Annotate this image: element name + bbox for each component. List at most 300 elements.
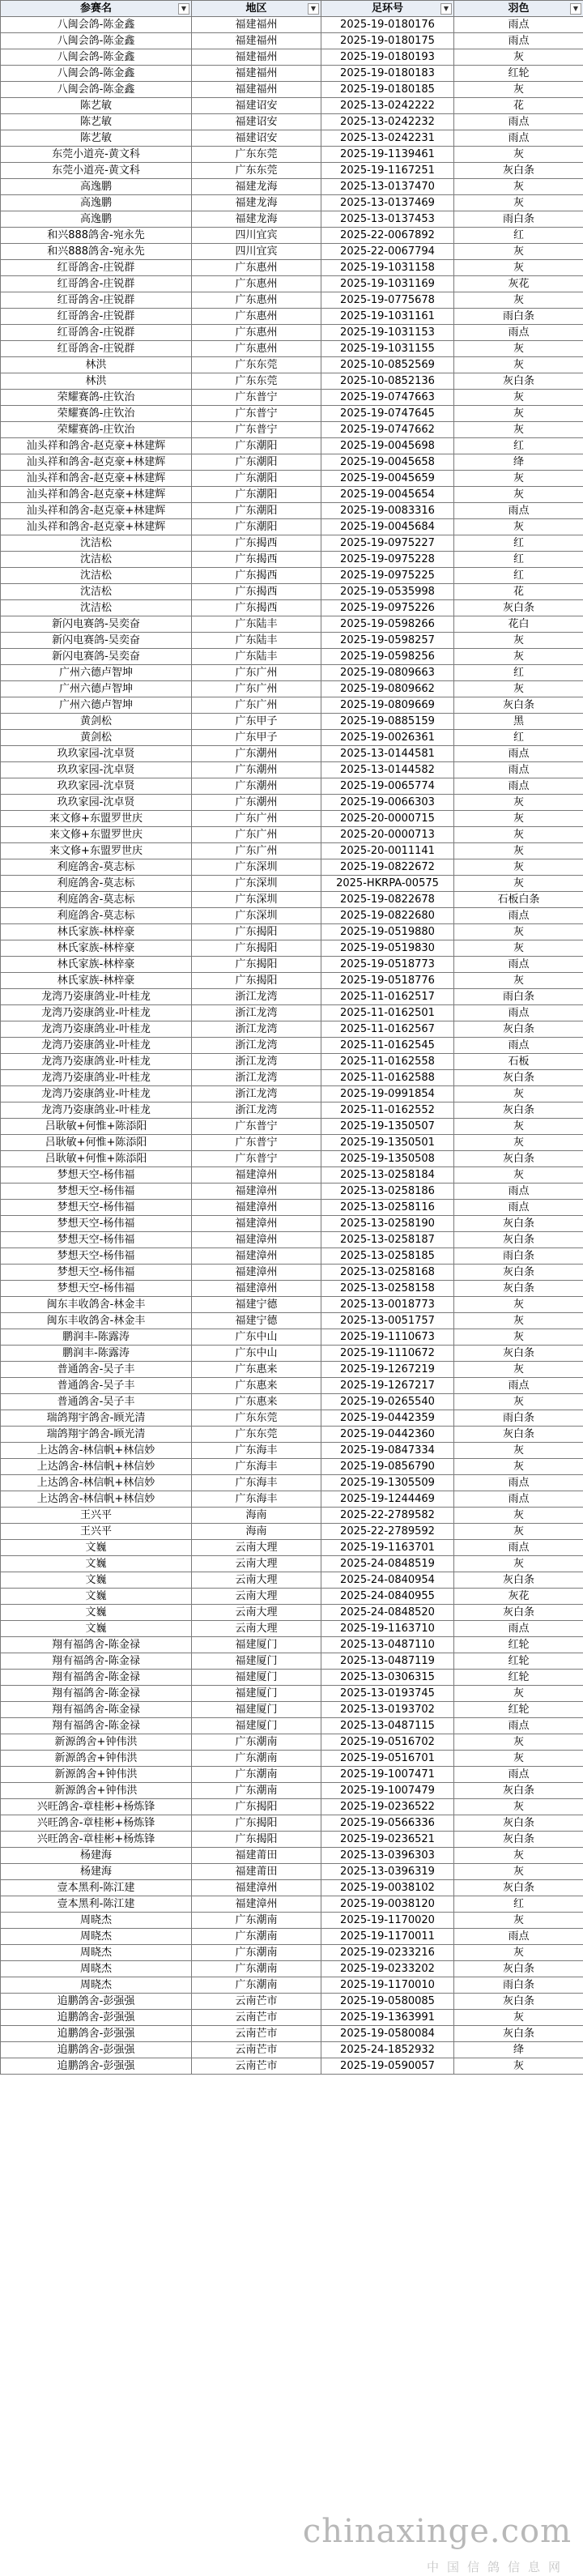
cell-region[interactable]: 广东潮州 bbox=[192, 778, 321, 795]
cell-region[interactable]: 浙江龙湾 bbox=[192, 1054, 321, 1070]
cell-ring-number[interactable]: 2025-13-0487110 bbox=[321, 1637, 454, 1653]
cell-feather-color[interactable]: 红轮 bbox=[454, 66, 583, 82]
cell-region[interactable]: 福建漳州 bbox=[192, 1248, 321, 1265]
cell-ring-number[interactable]: 2025-19-0045658 bbox=[321, 454, 454, 471]
cell-entrant-name[interactable]: 新闪电赛鸽-吴奕奋 bbox=[1, 633, 192, 649]
cell-feather-color[interactable]: 灰白条 bbox=[454, 1815, 583, 1832]
cell-region[interactable]: 浙江龙湾 bbox=[192, 1005, 321, 1021]
cell-entrant-name[interactable]: 梦想天空-杨伟福 bbox=[1, 1167, 192, 1184]
cell-ring-number[interactable]: 2025-19-0580085 bbox=[321, 1994, 454, 2010]
cell-entrant-name[interactable]: 吕耿敏+何惟+陈添阳 bbox=[1, 1151, 192, 1167]
cell-region[interactable]: 福建诏安 bbox=[192, 114, 321, 130]
dropdown-arrow-icon[interactable]: ▼ bbox=[178, 3, 189, 15]
cell-entrant-name[interactable]: 龙湾乃姿康鸽业-叶桂龙 bbox=[1, 1086, 192, 1102]
cell-ring-number[interactable]: 2025-10-0852569 bbox=[321, 357, 454, 373]
cell-feather-color[interactable]: 灰白条 bbox=[454, 163, 583, 179]
cell-feather-color[interactable]: 灰 bbox=[454, 82, 583, 98]
cell-ring-number[interactable]: 2025-19-0598266 bbox=[321, 616, 454, 633]
cell-ring-number[interactable]: 2025-19-1350501 bbox=[321, 1135, 454, 1151]
cell-region[interactable]: 福建龙海 bbox=[192, 211, 321, 228]
cell-region[interactable]: 广东揭阳 bbox=[192, 957, 321, 973]
cell-entrant-name[interactable]: 沈洁松 bbox=[1, 535, 192, 552]
cell-entrant-name[interactable]: 新源鸽舍+钟伟洪 bbox=[1, 1783, 192, 1799]
cell-entrant-name[interactable]: 龙湾乃姿康鸽业-叶桂龙 bbox=[1, 989, 192, 1005]
cell-entrant-name[interactable]: 沈洁松 bbox=[1, 568, 192, 584]
cell-region[interactable]: 福建厦门 bbox=[192, 1718, 321, 1734]
cell-feather-color[interactable]: 雨点 bbox=[454, 908, 583, 924]
cell-ring-number[interactable]: 2025-19-0598256 bbox=[321, 649, 454, 665]
cell-feather-color[interactable]: 雨白条 bbox=[454, 1410, 583, 1427]
cell-feather-color[interactable]: 灰 bbox=[454, 195, 583, 211]
cell-feather-color[interactable]: 灰 bbox=[454, 390, 583, 406]
cell-ring-number[interactable]: 2025-19-0180183 bbox=[321, 66, 454, 82]
cell-feather-color[interactable]: 灰 bbox=[454, 1329, 583, 1346]
cell-entrant-name[interactable]: 周晓杰 bbox=[1, 1929, 192, 1945]
cell-entrant-name[interactable]: 翔有福鸽舍-陈金禄 bbox=[1, 1702, 192, 1718]
cell-feather-color[interactable]: 花 bbox=[454, 98, 583, 114]
column-header-region[interactable] bbox=[192, 1, 321, 17]
cell-feather-color[interactable]: 雨点 bbox=[454, 1718, 583, 1734]
cell-feather-color[interactable]: 灰白条 bbox=[454, 1572, 583, 1589]
cell-region[interactable]: 广东揭阳 bbox=[192, 924, 321, 940]
cell-ring-number[interactable]: 2025-13-0144582 bbox=[321, 762, 454, 778]
cell-ring-number[interactable]: 2025-13-0258190 bbox=[321, 1216, 454, 1232]
cell-entrant-name[interactable]: 八闽会鸽-陈金鑫 bbox=[1, 33, 192, 49]
cell-region[interactable]: 广东惠州 bbox=[192, 260, 321, 276]
cell-entrant-name[interactable]: 红哥鸽舍-庄锐群 bbox=[1, 341, 192, 357]
cell-region[interactable]: 福建福州 bbox=[192, 66, 321, 82]
cell-ring-number[interactable]: 2025-13-0193702 bbox=[321, 1702, 454, 1718]
cell-ring-number[interactable]: 2025-19-0822672 bbox=[321, 859, 454, 876]
cell-ring-number[interactable]: 2025-19-0822678 bbox=[321, 892, 454, 908]
cell-ring-number[interactable]: 2025-13-0144581 bbox=[321, 746, 454, 762]
cell-region[interactable]: 广东揭西 bbox=[192, 600, 321, 616]
cell-ring-number[interactable]: 2025-24-0848520 bbox=[321, 1605, 454, 1621]
cell-region[interactable]: 广东惠州 bbox=[192, 325, 321, 341]
cell-entrant-name[interactable]: 陈艺敏 bbox=[1, 114, 192, 130]
cell-entrant-name[interactable]: 上达鸽舍-林信帆+林信妙 bbox=[1, 1475, 192, 1491]
cell-entrant-name[interactable]: 高逸鹏 bbox=[1, 195, 192, 211]
cell-entrant-name[interactable]: 汕头祥和鸽舍-赵克豪+林建辉 bbox=[1, 487, 192, 503]
cell-ring-number[interactable]: 2025-13-0258168 bbox=[321, 1265, 454, 1281]
cell-feather-color[interactable]: 灰 bbox=[454, 1945, 583, 1961]
cell-region[interactable]: 广东东莞 bbox=[192, 1410, 321, 1427]
cell-feather-color[interactable]: 灰 bbox=[454, 2058, 583, 2075]
cell-ring-number[interactable]: 2025-13-0242222 bbox=[321, 98, 454, 114]
cell-ring-number[interactable]: 2025-19-1267219 bbox=[321, 1362, 454, 1378]
cell-entrant-name[interactable]: 红哥鸽舍-庄锐群 bbox=[1, 309, 192, 325]
cell-entrant-name[interactable]: 普通鸽舍-吴子丰 bbox=[1, 1362, 192, 1378]
cell-feather-color[interactable]: 灰白条 bbox=[454, 1151, 583, 1167]
cell-entrant-name[interactable]: 新源鸽舍+钟伟洪 bbox=[1, 1767, 192, 1783]
cell-feather-color[interactable]: 灰 bbox=[454, 811, 583, 827]
cell-ring-number[interactable]: 2025-19-0809663 bbox=[321, 665, 454, 681]
cell-entrant-name[interactable]: 壹本黑利-陈江建 bbox=[1, 1896, 192, 1913]
cell-entrant-name[interactable]: 文巍 bbox=[1, 1572, 192, 1589]
cell-ring-number[interactable]: 2025-13-0137469 bbox=[321, 195, 454, 211]
cell-region[interactable]: 广东东莞 bbox=[192, 147, 321, 163]
cell-entrant-name[interactable]: 新源鸽舍+钟伟洪 bbox=[1, 1751, 192, 1767]
cell-region[interactable]: 广东深圳 bbox=[192, 908, 321, 924]
cell-region[interactable]: 广东东莞 bbox=[192, 163, 321, 179]
cell-feather-color[interactable]: 灰花 bbox=[454, 1589, 583, 1605]
cell-entrant-name[interactable]: 龙湾乃姿康鸽业-叶桂龙 bbox=[1, 1021, 192, 1038]
cell-ring-number[interactable]: 2025-13-0193745 bbox=[321, 1686, 454, 1702]
cell-ring-number[interactable]: 2025-11-0162558 bbox=[321, 1054, 454, 1070]
cell-feather-color[interactable]: 灰 bbox=[454, 827, 583, 843]
cell-region[interactable]: 广东东莞 bbox=[192, 357, 321, 373]
cell-entrant-name[interactable]: 林氏家族-林梓豪 bbox=[1, 957, 192, 973]
cell-entrant-name[interactable]: 利庭鸽舍-莫志标 bbox=[1, 892, 192, 908]
cell-entrant-name[interactable]: 文巍 bbox=[1, 1589, 192, 1605]
cell-region[interactable]: 广东普宁 bbox=[192, 406, 321, 422]
cell-feather-color[interactable]: 红 bbox=[454, 665, 583, 681]
cell-entrant-name[interactable]: 龙湾乃姿康鸽业-叶桂龙 bbox=[1, 1070, 192, 1086]
cell-feather-color[interactable]: 雨点 bbox=[454, 762, 583, 778]
cell-ring-number[interactable]: 2025-19-0180185 bbox=[321, 82, 454, 98]
cell-region[interactable]: 广东广州 bbox=[192, 681, 321, 697]
cell-feather-color[interactable]: 雨点 bbox=[454, 1184, 583, 1200]
cell-region[interactable]: 云南芒市 bbox=[192, 2058, 321, 2075]
cell-region[interactable]: 广东惠州 bbox=[192, 309, 321, 325]
cell-ring-number[interactable]: 2025-24-0848519 bbox=[321, 1556, 454, 1572]
cell-region[interactable]: 海南 bbox=[192, 1508, 321, 1524]
cell-ring-number[interactable]: 2025-19-0519880 bbox=[321, 924, 454, 940]
cell-entrant-name[interactable]: 追鹏鸽舍-彭强强 bbox=[1, 2026, 192, 2042]
cell-feather-color[interactable]: 雨点 bbox=[454, 17, 583, 33]
cell-ring-number[interactable]: 2025-13-0487119 bbox=[321, 1653, 454, 1670]
cell-entrant-name[interactable]: 龙湾乃姿康鸽业-叶桂龙 bbox=[1, 1054, 192, 1070]
cell-entrant-name[interactable]: 周晓杰 bbox=[1, 1977, 192, 1994]
cell-ring-number[interactable]: 2025-19-1031161 bbox=[321, 309, 454, 325]
cell-region[interactable]: 广东中山 bbox=[192, 1346, 321, 1362]
cell-ring-number[interactable]: 2025-19-0066303 bbox=[321, 795, 454, 811]
cell-entrant-name[interactable]: 杨建海 bbox=[1, 1864, 192, 1880]
cell-ring-number[interactable]: 2025-13-0137453 bbox=[321, 211, 454, 228]
cell-ring-number[interactable]: 2025-19-0822680 bbox=[321, 908, 454, 924]
cell-feather-color[interactable]: 雨点 bbox=[454, 1929, 583, 1945]
cell-feather-color[interactable]: 灰白条 bbox=[454, 1232, 583, 1248]
cell-region[interactable]: 广东潮南 bbox=[192, 1751, 321, 1767]
cell-region[interactable]: 广东普宁 bbox=[192, 422, 321, 438]
cell-ring-number[interactable]: 2025-24-0840955 bbox=[321, 1589, 454, 1605]
cell-feather-color[interactable]: 灰 bbox=[454, 973, 583, 989]
cell-feather-color[interactable]: 灰 bbox=[454, 406, 583, 422]
cell-feather-color[interactable]: 红 bbox=[454, 552, 583, 568]
cell-ring-number[interactable]: 2025-19-0518773 bbox=[321, 957, 454, 973]
cell-region[interactable]: 广东普宁 bbox=[192, 1135, 321, 1151]
cell-entrant-name[interactable]: 新闪电赛鸽-吴奕奋 bbox=[1, 649, 192, 665]
cell-region[interactable]: 广东揭阳 bbox=[192, 940, 321, 957]
cell-region[interactable]: 广东海丰 bbox=[192, 1443, 321, 1459]
cell-feather-color[interactable]: 灰 bbox=[454, 1443, 583, 1459]
cell-feather-color[interactable]: 灰 bbox=[454, 1686, 583, 1702]
cell-ring-number[interactable]: 2025-19-1031158 bbox=[321, 260, 454, 276]
cell-entrant-name[interactable]: 鹏润丰-陈露涛 bbox=[1, 1329, 192, 1346]
cell-entrant-name[interactable]: 来文修+东盟罗世庆 bbox=[1, 811, 192, 827]
cell-feather-color[interactable]: 灰白条 bbox=[454, 1427, 583, 1443]
cell-feather-color[interactable]: 灰白条 bbox=[454, 600, 583, 616]
cell-entrant-name[interactable]: 红哥鸽舍-庄锐群 bbox=[1, 292, 192, 309]
cell-entrant-name[interactable]: 兴旺鸽舍-章桂彬+杨炼锋 bbox=[1, 1799, 192, 1815]
cell-entrant-name[interactable]: 玖玖家园-沈卓贤 bbox=[1, 778, 192, 795]
cell-feather-color[interactable]: 灰花 bbox=[454, 276, 583, 292]
cell-entrant-name[interactable]: 新闪电赛鸽-吴奕奋 bbox=[1, 616, 192, 633]
cell-feather-color[interactable]: 红轮 bbox=[454, 1670, 583, 1686]
cell-ring-number[interactable]: 2025-19-0519830 bbox=[321, 940, 454, 957]
cell-region[interactable]: 广东惠来 bbox=[192, 1394, 321, 1410]
cell-ring-number[interactable]: 2025-13-0258185 bbox=[321, 1248, 454, 1265]
cell-feather-color[interactable]: 灰 bbox=[454, 843, 583, 859]
cell-feather-color[interactable]: 绛 bbox=[454, 454, 583, 471]
cell-entrant-name[interactable]: 汕头祥和鸽舍-赵克豪+林建辉 bbox=[1, 454, 192, 471]
cell-region[interactable]: 广东广州 bbox=[192, 697, 321, 714]
cell-region[interactable]: 福建漳州 bbox=[192, 1281, 321, 1297]
cell-feather-color[interactable]: 灰 bbox=[454, 49, 583, 66]
cell-region[interactable]: 云南大理 bbox=[192, 1621, 321, 1637]
cell-region[interactable]: 浙江龙湾 bbox=[192, 1070, 321, 1086]
cell-region[interactable]: 广东东莞 bbox=[192, 373, 321, 390]
cell-ring-number[interactable]: 2025-19-0847334 bbox=[321, 1443, 454, 1459]
cell-entrant-name[interactable]: 龙湾乃姿康鸽业-叶桂龙 bbox=[1, 1005, 192, 1021]
cell-feather-color[interactable]: 雨点 bbox=[454, 130, 583, 147]
cell-feather-color[interactable]: 灰白条 bbox=[454, 2026, 583, 2042]
column-header-feather-color[interactable] bbox=[454, 1, 583, 17]
cell-entrant-name[interactable]: 沈洁松 bbox=[1, 552, 192, 568]
cell-entrant-name[interactable]: 陈艺敏 bbox=[1, 98, 192, 114]
cell-feather-color[interactable]: 花白 bbox=[454, 616, 583, 633]
cell-feather-color[interactable]: 灰 bbox=[454, 1508, 583, 1524]
cell-ring-number[interactable]: 2025-19-1350508 bbox=[321, 1151, 454, 1167]
cell-ring-number[interactable]: 2025-13-0242232 bbox=[321, 114, 454, 130]
cell-feather-color[interactable]: 红 bbox=[454, 730, 583, 746]
cell-feather-color[interactable]: 灰白条 bbox=[454, 1783, 583, 1799]
cell-entrant-name[interactable]: 玖玖家园-沈卓贤 bbox=[1, 746, 192, 762]
column-header-ring-number[interactable] bbox=[321, 1, 454, 17]
cell-entrant-name[interactable]: 广州六德卢智坤 bbox=[1, 665, 192, 681]
cell-feather-color[interactable]: 灰 bbox=[454, 1524, 583, 1540]
cell-region[interactable]: 广东潮阳 bbox=[192, 454, 321, 471]
cell-feather-color[interactable]: 红轮 bbox=[454, 1702, 583, 1718]
cell-feather-color[interactable]: 灰 bbox=[454, 147, 583, 163]
cell-ring-number[interactable]: 2025-19-0747645 bbox=[321, 406, 454, 422]
cell-feather-color[interactable]: 灰白条 bbox=[454, 1961, 583, 1977]
cell-entrant-name[interactable]: 八闽会鸽-陈金鑫 bbox=[1, 49, 192, 66]
cell-feather-color[interactable]: 石板 bbox=[454, 1054, 583, 1070]
cell-region[interactable]: 福建漳州 bbox=[192, 1200, 321, 1216]
cell-ring-number[interactable]: 2025-24-1852932 bbox=[321, 2042, 454, 2058]
cell-region[interactable]: 四川宜宾 bbox=[192, 228, 321, 244]
cell-feather-color[interactable]: 灰 bbox=[454, 260, 583, 276]
cell-region[interactable]: 浙江龙湾 bbox=[192, 1038, 321, 1054]
cell-ring-number[interactable]: 2025-13-0258186 bbox=[321, 1184, 454, 1200]
cell-region[interactable]: 广东潮阳 bbox=[192, 487, 321, 503]
cell-entrant-name[interactable]: 林氏家族-林梓豪 bbox=[1, 973, 192, 989]
cell-entrant-name[interactable]: 追鹏鸽舍-彭强强 bbox=[1, 1994, 192, 2010]
cell-ring-number[interactable]: 2025-19-1110672 bbox=[321, 1346, 454, 1362]
cell-entrant-name[interactable]: 翔有福鸽舍-陈金禄 bbox=[1, 1653, 192, 1670]
cell-ring-number[interactable]: 2025-19-0236522 bbox=[321, 1799, 454, 1815]
cell-entrant-name[interactable]: 东莞小道亮-黄文科 bbox=[1, 163, 192, 179]
cell-ring-number[interactable]: 2025-19-0975228 bbox=[321, 552, 454, 568]
cell-entrant-name[interactable]: 龙湾乃姿康鸽业-叶桂龙 bbox=[1, 1038, 192, 1054]
cell-entrant-name[interactable]: 王兴平 bbox=[1, 1508, 192, 1524]
cell-feather-color[interactable]: 灰白条 bbox=[454, 1832, 583, 1848]
cell-feather-color[interactable]: 雨点 bbox=[454, 957, 583, 973]
cell-region[interactable]: 广东潮南 bbox=[192, 1767, 321, 1783]
cell-feather-color[interactable]: 灰白条 bbox=[454, 1216, 583, 1232]
cell-ring-number[interactable]: 2025-19-1031155 bbox=[321, 341, 454, 357]
cell-region[interactable]: 广东揭西 bbox=[192, 584, 321, 600]
cell-region[interactable]: 广东潮阳 bbox=[192, 519, 321, 535]
cell-region[interactable]: 广东揭阳 bbox=[192, 1799, 321, 1815]
cell-feather-color[interactable]: 黑 bbox=[454, 714, 583, 730]
cell-feather-color[interactable]: 红 bbox=[454, 228, 583, 244]
cell-region[interactable]: 广东潮南 bbox=[192, 1977, 321, 1994]
cell-ring-number[interactable]: 2025-13-0258116 bbox=[321, 1200, 454, 1216]
cell-ring-number[interactable]: 2025-24-0840954 bbox=[321, 1572, 454, 1589]
cell-region[interactable]: 广东中山 bbox=[192, 1329, 321, 1346]
cell-feather-color[interactable]: 雨点 bbox=[454, 1540, 583, 1556]
cell-ring-number[interactable]: 2025-19-0045698 bbox=[321, 438, 454, 454]
cell-region[interactable]: 福建漳州 bbox=[192, 1880, 321, 1896]
cell-ring-number[interactable]: 2025-19-0045684 bbox=[321, 519, 454, 535]
cell-ring-number[interactable]: 2025-19-1163710 bbox=[321, 1621, 454, 1637]
cell-feather-color[interactable]: 灰白条 bbox=[454, 1265, 583, 1281]
cell-region[interactable]: 广东甲子 bbox=[192, 714, 321, 730]
cell-region[interactable]: 广东潮南 bbox=[192, 1913, 321, 1929]
cell-ring-number[interactable]: 2025-19-0233216 bbox=[321, 1945, 454, 1961]
cell-ring-number[interactable]: 2025-11-0162588 bbox=[321, 1070, 454, 1086]
cell-entrant-name[interactable]: 翔有福鸽舍-陈金禄 bbox=[1, 1686, 192, 1702]
cell-ring-number[interactable]: 2025-19-1031153 bbox=[321, 325, 454, 341]
cell-entrant-name[interactable]: 闽东丰收鸽舍-林金丰 bbox=[1, 1313, 192, 1329]
cell-region[interactable]: 福建漳州 bbox=[192, 1896, 321, 1913]
cell-entrant-name[interactable]: 追鹏鸽舍-彭强强 bbox=[1, 2058, 192, 2075]
cell-ring-number[interactable]: 2025-19-1110673 bbox=[321, 1329, 454, 1346]
cell-region[interactable]: 福建福州 bbox=[192, 33, 321, 49]
cell-ring-number[interactable]: 2025-19-0856790 bbox=[321, 1459, 454, 1475]
cell-entrant-name[interactable]: 汕头祥和鸽舍-赵克豪+林建辉 bbox=[1, 438, 192, 454]
cell-entrant-name[interactable]: 周晓杰 bbox=[1, 1945, 192, 1961]
cell-feather-color[interactable]: 雨白条 bbox=[454, 989, 583, 1005]
cell-ring-number[interactable]: 2025-20-0011141 bbox=[321, 843, 454, 859]
cell-entrant-name[interactable]: 闽东丰收鸽舍-林金丰 bbox=[1, 1297, 192, 1313]
cell-feather-color[interactable]: 灰白条 bbox=[454, 1281, 583, 1297]
cell-ring-number[interactable]: 2025-19-0233202 bbox=[321, 1961, 454, 1977]
cell-feather-color[interactable]: 雨点 bbox=[454, 33, 583, 49]
cell-region[interactable]: 云南大理 bbox=[192, 1556, 321, 1572]
cell-region[interactable]: 福建漳州 bbox=[192, 1265, 321, 1281]
cell-ring-number[interactable]: 2025-19-0045654 bbox=[321, 487, 454, 503]
cell-region[interactable]: 海南 bbox=[192, 1524, 321, 1540]
cell-entrant-name[interactable]: 红哥鸽舍-庄锐群 bbox=[1, 325, 192, 341]
cell-ring-number[interactable]: 2025-19-0991854 bbox=[321, 1086, 454, 1102]
cell-region[interactable]: 广东潮州 bbox=[192, 795, 321, 811]
cell-ring-number[interactable]: 2025-19-1163701 bbox=[321, 1540, 454, 1556]
cell-entrant-name[interactable]: 荣耀赛鸽-庄钦治 bbox=[1, 422, 192, 438]
cell-region[interactable]: 福建漳州 bbox=[192, 1167, 321, 1184]
cell-ring-number[interactable]: 2025-11-0162567 bbox=[321, 1021, 454, 1038]
cell-ring-number[interactable]: 2025-19-0809669 bbox=[321, 697, 454, 714]
cell-entrant-name[interactable]: 翔有福鸽舍-陈金禄 bbox=[1, 1637, 192, 1653]
cell-region[interactable]: 广东深圳 bbox=[192, 859, 321, 876]
dropdown-arrow-icon[interactable]: ▼ bbox=[440, 3, 452, 15]
cell-region[interactable]: 福建福州 bbox=[192, 49, 321, 66]
cell-region[interactable]: 广东广州 bbox=[192, 843, 321, 859]
cell-region[interactable]: 云南芒市 bbox=[192, 1994, 321, 2010]
cell-region[interactable]: 福建龙海 bbox=[192, 195, 321, 211]
cell-ring-number[interactable]: 2025-22-2789582 bbox=[321, 1508, 454, 1524]
cell-ring-number[interactable]: 2025-19-0775678 bbox=[321, 292, 454, 309]
cell-feather-color[interactable]: 灰 bbox=[454, 519, 583, 535]
cell-region[interactable]: 广东惠来 bbox=[192, 1362, 321, 1378]
cell-region[interactable]: 福建漳州 bbox=[192, 1184, 321, 1200]
cell-entrant-name[interactable]: 上达鸽舍-林信帆+林信妙 bbox=[1, 1491, 192, 1508]
cell-feather-color[interactable]: 灰 bbox=[454, 1394, 583, 1410]
cell-feather-color[interactable]: 雨点 bbox=[454, 1378, 583, 1394]
cell-ring-number[interactable]: 2025-19-0180175 bbox=[321, 33, 454, 49]
cell-region[interactable]: 广东揭阳 bbox=[192, 1832, 321, 1848]
cell-region[interactable]: 浙江龙湾 bbox=[192, 1086, 321, 1102]
cell-ring-number[interactable]: 2025-22-0067794 bbox=[321, 244, 454, 260]
cell-feather-color[interactable]: 雨点 bbox=[454, 1767, 583, 1783]
cell-region[interactable]: 广东潮南 bbox=[192, 1945, 321, 1961]
cell-region[interactable]: 广东普宁 bbox=[192, 1151, 321, 1167]
cell-ring-number[interactable]: 2025-11-0162545 bbox=[321, 1038, 454, 1054]
cell-feather-color[interactable]: 灰 bbox=[454, 1848, 583, 1864]
cell-ring-number[interactable]: 2025-19-1170010 bbox=[321, 1977, 454, 1994]
cell-feather-color[interactable]: 花 bbox=[454, 584, 583, 600]
cell-feather-color[interactable]: 红 bbox=[454, 568, 583, 584]
cell-region[interactable]: 云南大理 bbox=[192, 1540, 321, 1556]
cell-ring-number[interactable]: 2025-19-1170020 bbox=[321, 1913, 454, 1929]
cell-feather-color[interactable]: 灰 bbox=[454, 1751, 583, 1767]
cell-ring-number[interactable]: 2025-19-0975226 bbox=[321, 600, 454, 616]
cell-ring-number[interactable]: 2025-19-0065774 bbox=[321, 778, 454, 795]
cell-feather-color[interactable]: 灰 bbox=[454, 2010, 583, 2026]
cell-region[interactable]: 福建厦门 bbox=[192, 1670, 321, 1686]
cell-entrant-name[interactable]: 沈洁松 bbox=[1, 584, 192, 600]
cell-entrant-name[interactable]: 文巍 bbox=[1, 1556, 192, 1572]
cell-ring-number[interactable]: 2025-19-0747662 bbox=[321, 422, 454, 438]
cell-feather-color[interactable]: 雨白条 bbox=[454, 309, 583, 325]
cell-region[interactable]: 广东揭西 bbox=[192, 552, 321, 568]
cell-entrant-name[interactable]: 利庭鸽舍-莫志标 bbox=[1, 859, 192, 876]
cell-entrant-name[interactable]: 翔有福鸽舍-陈金禄 bbox=[1, 1718, 192, 1734]
cell-entrant-name[interactable]: 梦想天空-杨伟福 bbox=[1, 1216, 192, 1232]
cell-entrant-name[interactable]: 瑞鸽翔宇鸽舍-顾光清 bbox=[1, 1410, 192, 1427]
cell-feather-color[interactable]: 灰 bbox=[454, 292, 583, 309]
cell-ring-number[interactable]: 2025-19-0026361 bbox=[321, 730, 454, 746]
cell-ring-number[interactable]: 2025-19-0535998 bbox=[321, 584, 454, 600]
cell-feather-color[interactable]: 灰 bbox=[454, 1799, 583, 1815]
cell-ring-number[interactable]: 2025-13-0487115 bbox=[321, 1718, 454, 1734]
cell-ring-number[interactable]: 2025-20-0000715 bbox=[321, 811, 454, 827]
cell-entrant-name[interactable]: 林洪 bbox=[1, 373, 192, 390]
cell-region[interactable]: 浙江龙湾 bbox=[192, 989, 321, 1005]
cell-region[interactable]: 云南芒市 bbox=[192, 2010, 321, 2026]
cell-region[interactable]: 浙江龙湾 bbox=[192, 1021, 321, 1038]
cell-ring-number[interactable]: 2025-19-0180193 bbox=[321, 49, 454, 66]
cell-entrant-name[interactable]: 利庭鸽舍-莫志标 bbox=[1, 876, 192, 892]
cell-ring-number[interactable]: 2025-11-0162517 bbox=[321, 989, 454, 1005]
cell-ring-number[interactable]: 2025-10-0852136 bbox=[321, 373, 454, 390]
cell-region[interactable]: 广东潮州 bbox=[192, 762, 321, 778]
dropdown-arrow-icon[interactable]: ▼ bbox=[308, 3, 319, 15]
cell-region[interactable]: 福建厦门 bbox=[192, 1637, 321, 1653]
cell-ring-number[interactable]: 2025-19-0045659 bbox=[321, 471, 454, 487]
